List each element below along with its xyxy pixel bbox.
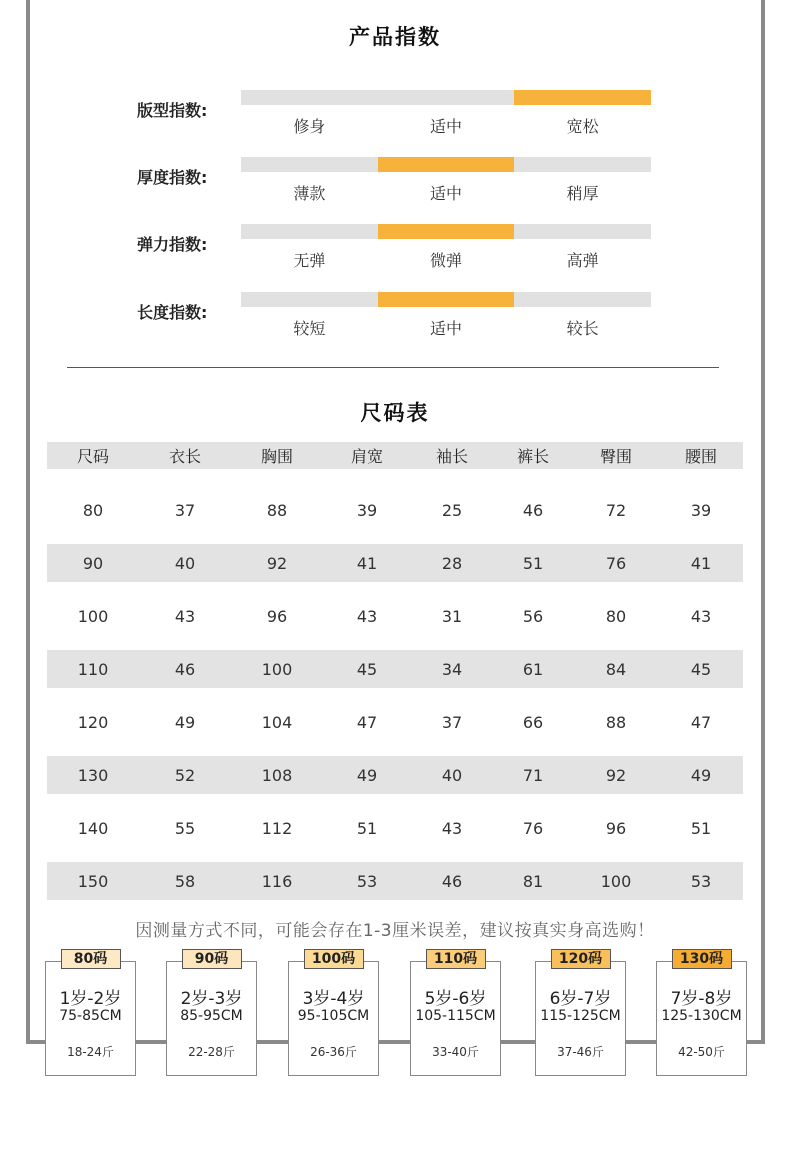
table-cell: 51 bbox=[690, 818, 712, 838]
index-segment bbox=[241, 157, 378, 172]
frame-bottom-border bbox=[26, 1040, 765, 1044]
table-body bbox=[47, 491, 743, 900]
table-cell: 52 bbox=[174, 765, 196, 785]
index-option-label: 适中 bbox=[430, 319, 463, 338]
table-cell: 40 bbox=[441, 765, 463, 785]
table-cell: 110 bbox=[77, 659, 109, 679]
index-segment bbox=[514, 224, 651, 239]
index-segment-selected bbox=[514, 90, 651, 105]
table-cell: 88 bbox=[266, 500, 288, 520]
size-card bbox=[45, 951, 136, 1076]
table-cell: 53 bbox=[690, 871, 712, 891]
table-cell: 40 bbox=[174, 553, 196, 573]
index-row bbox=[0, 90, 790, 150]
index-options bbox=[241, 114, 651, 137]
table-cell: 41 bbox=[356, 553, 378, 573]
size-card-weight: 26-36斤 bbox=[310, 1045, 357, 1059]
table-header-cell: 臀围 bbox=[599, 447, 632, 466]
table-row bbox=[47, 650, 743, 688]
size-card bbox=[535, 951, 626, 1076]
table-cell: 92 bbox=[605, 765, 627, 785]
index-label: 版型指数: bbox=[137, 101, 208, 120]
table-cell: 76 bbox=[522, 818, 544, 838]
index-segment-selected bbox=[378, 224, 515, 239]
index-option-label: 较长 bbox=[566, 319, 599, 338]
index-segment bbox=[514, 292, 651, 307]
table-cell: 140 bbox=[77, 818, 109, 838]
index-segment bbox=[378, 90, 515, 105]
table-cell: 150 bbox=[77, 871, 109, 891]
table-cell: 71 bbox=[522, 765, 544, 785]
table-cell: 39 bbox=[690, 500, 712, 520]
table-row bbox=[47, 491, 743, 529]
table-cell: 49 bbox=[174, 712, 196, 732]
table-cell: 130 bbox=[77, 765, 109, 785]
index-option-label: 较短 bbox=[293, 319, 326, 338]
table-cell: 88 bbox=[605, 712, 627, 732]
size-card-tag: 110码 bbox=[426, 949, 486, 969]
table-cell: 56 bbox=[522, 606, 544, 626]
index-label: 弹力指数: bbox=[137, 235, 208, 254]
table-cell: 96 bbox=[266, 606, 288, 626]
size-card-age: 1岁-2岁 bbox=[59, 989, 122, 1009]
table-cell: 46 bbox=[441, 871, 463, 891]
table-cell: 43 bbox=[356, 606, 378, 626]
table-cell: 96 bbox=[605, 818, 627, 838]
index-bar bbox=[241, 157, 651, 172]
table-cell: 37 bbox=[441, 712, 463, 732]
index-options bbox=[241, 181, 651, 204]
size-card-weight: 33-40斤 bbox=[432, 1045, 479, 1059]
table-cell: 72 bbox=[605, 500, 627, 520]
index-option-label: 无弹 bbox=[293, 251, 326, 270]
table-cell: 104 bbox=[261, 712, 293, 732]
table-cell: 25 bbox=[441, 500, 463, 520]
table-row bbox=[47, 756, 743, 794]
index-bar bbox=[241, 90, 651, 105]
table-cell: 49 bbox=[356, 765, 378, 785]
index-row bbox=[0, 157, 790, 217]
size-card bbox=[410, 951, 501, 1076]
table-row bbox=[47, 544, 743, 582]
size-card-height: 95-105CM bbox=[297, 1008, 370, 1024]
size-card-tag: 90码 bbox=[182, 949, 242, 969]
index-bar bbox=[241, 224, 651, 239]
index-segment-selected bbox=[378, 292, 515, 307]
size-card-tag: 80码 bbox=[61, 949, 121, 969]
size-card-weight: 42-50斤 bbox=[678, 1045, 725, 1059]
table-cell: 120 bbox=[77, 712, 109, 732]
measurement-note: 因测量方式不同，可能会存在1-3厘米误差，建议按真实身高选购！ bbox=[135, 921, 655, 941]
table-cell: 108 bbox=[261, 765, 293, 785]
index-option-label: 适中 bbox=[430, 184, 463, 203]
table-cell: 58 bbox=[174, 871, 196, 891]
index-segment bbox=[514, 157, 651, 172]
size-card-weight: 18-24斤 bbox=[67, 1045, 114, 1059]
table-header-cell: 胸围 bbox=[260, 447, 293, 466]
table-row bbox=[47, 597, 743, 635]
table-row bbox=[47, 809, 743, 847]
table-cell: 61 bbox=[522, 659, 544, 679]
table-row bbox=[47, 862, 743, 900]
index-segment bbox=[241, 292, 378, 307]
index-segment bbox=[241, 90, 378, 105]
size-card-age: 7岁-8岁 bbox=[670, 989, 733, 1009]
table-cell: 66 bbox=[522, 712, 544, 732]
product-index-title: 产品指数 bbox=[349, 25, 441, 49]
size-card-height: 125-130CM bbox=[661, 1008, 742, 1024]
table-cell: 47 bbox=[690, 712, 712, 732]
size-table bbox=[47, 442, 743, 915]
table-cell: 81 bbox=[522, 871, 544, 891]
table-cell: 51 bbox=[522, 553, 544, 573]
size-card-age: 3岁-4岁 bbox=[302, 989, 365, 1009]
table-cell: 43 bbox=[690, 606, 712, 626]
table-cell: 46 bbox=[174, 659, 196, 679]
size-card-age: 5岁-6岁 bbox=[424, 989, 487, 1009]
size-card-weight: 37-46斤 bbox=[557, 1045, 604, 1059]
size-card-weight: 22-28斤 bbox=[188, 1045, 235, 1059]
size-card bbox=[166, 951, 257, 1076]
table-cell: 84 bbox=[605, 659, 627, 679]
index-segment bbox=[241, 224, 378, 239]
index-bar bbox=[241, 292, 651, 307]
size-card-height: 75-85CM bbox=[59, 1008, 122, 1024]
table-header-cell: 裤长 bbox=[516, 447, 549, 466]
table-cell: 100 bbox=[261, 659, 293, 679]
table-cell: 90 bbox=[82, 553, 104, 573]
table-cell: 43 bbox=[174, 606, 196, 626]
index-row bbox=[0, 224, 790, 284]
table-cell: 116 bbox=[261, 871, 293, 891]
table-cell: 80 bbox=[605, 606, 627, 626]
table-cell: 51 bbox=[356, 818, 378, 838]
table-cell: 49 bbox=[690, 765, 712, 785]
table-cell: 100 bbox=[77, 606, 109, 626]
table-cell: 41 bbox=[690, 553, 712, 573]
size-card-age: 2岁-3岁 bbox=[180, 989, 243, 1009]
size-card bbox=[288, 951, 379, 1076]
table-cell: 31 bbox=[441, 606, 463, 626]
table-row bbox=[47, 703, 743, 741]
table-cell: 39 bbox=[356, 500, 378, 520]
index-option-label: 高弹 bbox=[566, 251, 599, 270]
size-card bbox=[656, 951, 747, 1076]
table-cell: 80 bbox=[82, 500, 104, 520]
table-cell: 100 bbox=[600, 871, 632, 891]
table-header-cell: 袖长 bbox=[435, 447, 468, 466]
size-card-tag: 120码 bbox=[551, 949, 611, 969]
index-option-label: 适中 bbox=[430, 117, 463, 136]
table-cell: 28 bbox=[441, 553, 463, 573]
table-cell: 34 bbox=[441, 659, 463, 679]
size-card-tag: 130码 bbox=[672, 949, 732, 969]
table-cell: 47 bbox=[356, 712, 378, 732]
index-option-label: 修身 bbox=[293, 117, 326, 136]
table-cell: 45 bbox=[690, 659, 712, 679]
table-cell: 43 bbox=[441, 818, 463, 838]
section-divider bbox=[67, 367, 719, 368]
table-header-cell: 尺码 bbox=[76, 447, 109, 466]
index-row bbox=[0, 292, 790, 352]
index-option-label: 微弹 bbox=[430, 251, 463, 270]
size-card-tag: 100码 bbox=[304, 949, 364, 969]
table-cell: 112 bbox=[261, 818, 293, 838]
table-cell: 53 bbox=[356, 871, 378, 891]
size-card-height: 115-125CM bbox=[540, 1008, 621, 1024]
table-header-cell: 腰围 bbox=[684, 447, 717, 466]
size-card-age: 6岁-7岁 bbox=[549, 989, 612, 1009]
index-options bbox=[241, 316, 651, 339]
size-card-height: 105-115CM bbox=[415, 1008, 496, 1024]
table-header-cell: 肩宽 bbox=[350, 447, 383, 466]
index-options bbox=[241, 248, 651, 271]
index-option-label: 薄款 bbox=[293, 184, 326, 203]
index-option-label: 稍厚 bbox=[566, 184, 599, 203]
size-chart-title: 尺码表 bbox=[360, 401, 430, 425]
index-label: 厚度指数: bbox=[137, 168, 208, 187]
table-cell: 37 bbox=[174, 500, 196, 520]
size-card-height: 85-95CM bbox=[180, 1008, 243, 1024]
table-cell: 55 bbox=[174, 818, 196, 838]
table-cell: 46 bbox=[522, 500, 544, 520]
index-option-label: 宽松 bbox=[566, 117, 599, 136]
table-cell: 45 bbox=[356, 659, 378, 679]
table-cell: 76 bbox=[605, 553, 627, 573]
index-label: 长度指数: bbox=[137, 303, 208, 322]
table-cell: 92 bbox=[266, 553, 288, 573]
table-header-cell: 衣长 bbox=[168, 447, 201, 466]
table-header-row bbox=[47, 442, 743, 469]
index-segment-selected bbox=[378, 157, 515, 172]
